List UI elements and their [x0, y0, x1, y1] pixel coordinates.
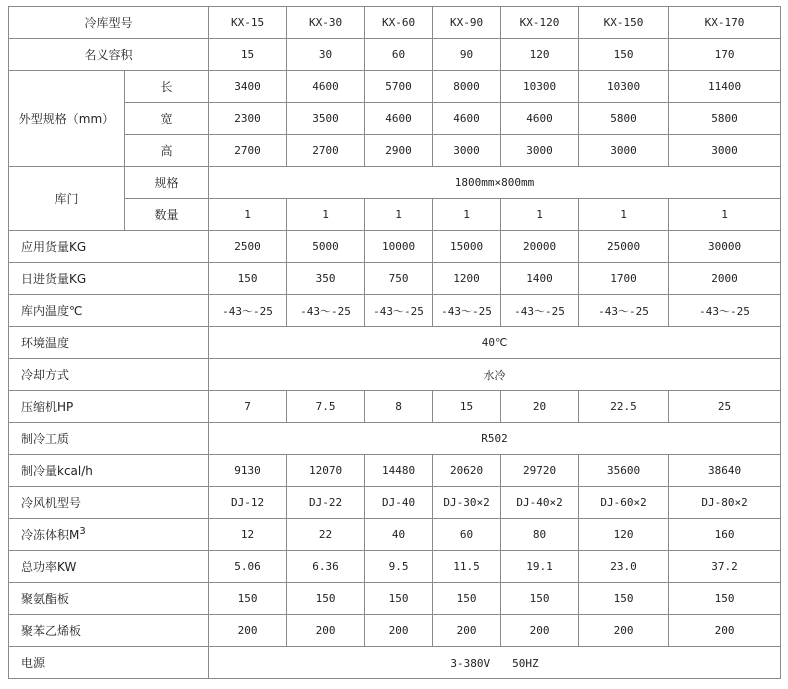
- row-ps-panel: [9, 615, 781, 647]
- width-cell: 4600: [501, 103, 579, 135]
- daily-intake-cell: 1700: [579, 263, 669, 295]
- door-count-cell: 1: [287, 199, 365, 231]
- freeze-volume-cell: 160: [669, 519, 781, 551]
- width-cell: 5800: [669, 103, 781, 135]
- label-height: 高: [125, 135, 209, 167]
- capacity-cell: 90: [433, 39, 501, 71]
- label-text: 冷却方式: [21, 368, 70, 382]
- width-cell: 5800: [579, 103, 669, 135]
- refrigerant-cell: R502: [209, 423, 781, 455]
- capacity-cell: 30: [287, 39, 365, 71]
- label-daily-intake: [9, 263, 209, 295]
- row-ambient-temp: [9, 327, 781, 359]
- pu-panel-cell: 150: [669, 583, 781, 615]
- width-cell: 3500: [287, 103, 365, 135]
- label-door-spec: 规格: [125, 167, 209, 199]
- total-power-cell: 23.0: [579, 551, 669, 583]
- height-cell: 3000: [579, 135, 669, 167]
- height-cell: 2700: [209, 135, 287, 167]
- width-cell: 2300: [209, 103, 287, 135]
- label-refrigerant: [9, 423, 209, 455]
- label-ambient-temp: [9, 327, 209, 359]
- cooling-capacity-cell: 14480: [365, 455, 433, 487]
- storage-load-cell: 10000: [365, 231, 433, 263]
- cooling-capacity-cell: 35600: [579, 455, 669, 487]
- pu-panel-cell: 150: [579, 583, 669, 615]
- ambient-temp-cell: 40℃: [209, 327, 781, 359]
- row-pu-panel: [9, 583, 781, 615]
- daily-intake-cell: 2000: [669, 263, 781, 295]
- door-count-cell: 1: [579, 199, 669, 231]
- label-dimensions: 外型规格（mm）: [9, 71, 125, 167]
- daily-intake-cell: 350: [287, 263, 365, 295]
- row-door-spec: [9, 167, 781, 199]
- capacity-cell: 60: [365, 39, 433, 71]
- cooling-capacity-cell: 20620: [433, 455, 501, 487]
- label-text: 制冷量kcal/h: [21, 464, 93, 478]
- label-pu-panel: [9, 583, 209, 615]
- label-freeze-volume: [9, 519, 209, 551]
- cooling-capacity-cell: 9130: [209, 455, 287, 487]
- label-superscript: 3: [79, 526, 86, 537]
- cooling-method-cell: 水冷: [209, 359, 781, 391]
- inner-temp-cell: -43～-25: [209, 295, 287, 327]
- model-cell: KX-150: [579, 7, 669, 39]
- total-power-cell: 5.06: [209, 551, 287, 583]
- daily-intake-cell: 150: [209, 263, 287, 295]
- height-cell: 3000: [501, 135, 579, 167]
- total-power-cell: 37.2: [669, 551, 781, 583]
- label-capacity: 名义容积: [9, 39, 209, 71]
- row-door-count: [9, 199, 781, 231]
- fan-model-cell: DJ-80×2: [669, 487, 781, 519]
- label-text: 制冷工质: [21, 432, 70, 446]
- pu-panel-cell: 150: [209, 583, 287, 615]
- storage-load-cell: 5000: [287, 231, 365, 263]
- length-cell: 10300: [501, 71, 579, 103]
- daily-intake-cell: 750: [365, 263, 433, 295]
- storage-load-cell: 30000: [669, 231, 781, 263]
- height-cell: 2900: [365, 135, 433, 167]
- ps-panel-cell: 200: [209, 615, 287, 647]
- label-text: 环境温度: [21, 336, 70, 350]
- compressor-cell: 15: [433, 391, 501, 423]
- row-power-supply: [9, 647, 781, 679]
- label-model: 冷库型号: [9, 7, 209, 39]
- inner-temp-cell: -43～-25: [287, 295, 365, 327]
- freeze-volume-cell: 80: [501, 519, 579, 551]
- power-supply-cell: 3-380V 50HZ: [209, 647, 781, 679]
- compressor-cell: 7.5: [287, 391, 365, 423]
- pu-panel-cell: 150: [433, 583, 501, 615]
- model-cell: KX-15: [209, 7, 287, 39]
- fan-model-cell: DJ-40×2: [501, 487, 579, 519]
- total-power-cell: 11.5: [433, 551, 501, 583]
- row-capacity: [9, 39, 781, 71]
- total-power-cell: 19.1: [501, 551, 579, 583]
- door-count-cell: 1: [209, 199, 287, 231]
- label-text: 库内温度℃: [21, 304, 83, 318]
- ps-panel-cell: 200: [365, 615, 433, 647]
- label-inner-temp: [9, 295, 209, 327]
- freeze-volume-cell: 120: [579, 519, 669, 551]
- row-length: [9, 71, 781, 103]
- capacity-cell: 150: [579, 39, 669, 71]
- fan-model-cell: DJ-30×2: [433, 487, 501, 519]
- label-text: 总功率KW: [21, 560, 77, 574]
- pu-panel-cell: 150: [287, 583, 365, 615]
- cooling-capacity-cell: 38640: [669, 455, 781, 487]
- compressor-cell: 25: [669, 391, 781, 423]
- inner-temp-cell: -43～-25: [579, 295, 669, 327]
- fan-model-cell: DJ-40: [365, 487, 433, 519]
- label-text: 电源: [21, 656, 46, 670]
- model-cell: KX-60: [365, 7, 433, 39]
- ps-panel-cell: 200: [669, 615, 781, 647]
- label-text: 聚氨酯板: [21, 592, 70, 606]
- length-cell: 8000: [433, 71, 501, 103]
- row-height: [9, 135, 781, 167]
- label-storage-load: [9, 231, 209, 263]
- compressor-cell: 20: [501, 391, 579, 423]
- label-text: 应用货量KG: [21, 240, 87, 254]
- daily-intake-cell: 1400: [501, 263, 579, 295]
- fan-model-cell: DJ-22: [287, 487, 365, 519]
- row-cooling-capacity: [9, 455, 781, 487]
- label-total-power: [9, 551, 209, 583]
- row-storage-load: [9, 231, 781, 263]
- model-cell: KX-170: [669, 7, 781, 39]
- label-cooling-capacity: [9, 455, 209, 487]
- capacity-cell: 170: [669, 39, 781, 71]
- length-cell: 4600: [287, 71, 365, 103]
- model-cell: KX-90: [433, 7, 501, 39]
- label-power-supply: [9, 647, 209, 679]
- length-cell: 3400: [209, 71, 287, 103]
- label-text: 日进货量KG: [21, 272, 87, 286]
- ps-panel-cell: 200: [579, 615, 669, 647]
- row-freeze-volume: [9, 519, 781, 551]
- row-total-power: [9, 551, 781, 583]
- freeze-volume-cell: 22: [287, 519, 365, 551]
- compressor-cell: 8: [365, 391, 433, 423]
- cooling-capacity-cell: 29720: [501, 455, 579, 487]
- cooling-capacity-cell: 12070: [287, 455, 365, 487]
- capacity-cell: 120: [501, 39, 579, 71]
- label-ps-panel: [9, 615, 209, 647]
- length-cell: 10300: [579, 71, 669, 103]
- row-cooling-method: [9, 359, 781, 391]
- width-cell: 4600: [365, 103, 433, 135]
- capacity-cell: 15: [209, 39, 287, 71]
- label-cooling-method: [9, 359, 209, 391]
- freeze-volume-cell: 60: [433, 519, 501, 551]
- inner-temp-cell: -43～-25: [669, 295, 781, 327]
- pu-panel-cell: 150: [365, 583, 433, 615]
- label-text: 冷冻体积M: [21, 528, 80, 542]
- inner-temp-cell: -43～-25: [433, 295, 501, 327]
- pu-panel-cell: 150: [501, 583, 579, 615]
- row-daily-intake: [9, 263, 781, 295]
- model-cell: KX-30: [287, 7, 365, 39]
- door-count-cell: 1: [501, 199, 579, 231]
- length-cell: 11400: [669, 71, 781, 103]
- inner-temp-cell: -43～-25: [501, 295, 579, 327]
- row-inner-temp: [9, 295, 781, 327]
- total-power-cell: 9.5: [365, 551, 433, 583]
- height-cell: 3000: [433, 135, 501, 167]
- storage-load-cell: 2500: [209, 231, 287, 263]
- label-length: 长: [125, 71, 209, 103]
- height-cell: 2700: [287, 135, 365, 167]
- label-compressor: [9, 391, 209, 423]
- door-spec-cell: 1800mm×800mm: [209, 167, 781, 199]
- ps-panel-cell: 200: [287, 615, 365, 647]
- label-fan-model: [9, 487, 209, 519]
- storage-load-cell: 20000: [501, 231, 579, 263]
- compressor-cell: 22.5: [579, 391, 669, 423]
- storage-load-cell: 15000: [433, 231, 501, 263]
- height-cell: 3000: [669, 135, 781, 167]
- inner-temp-cell: -43～-25: [365, 295, 433, 327]
- compressor-cell: 7: [209, 391, 287, 423]
- label-text: 聚苯乙烯板: [21, 624, 82, 638]
- fan-model-cell: DJ-60×2: [579, 487, 669, 519]
- total-power-cell: 6.36: [287, 551, 365, 583]
- fan-model-cell: DJ-12: [209, 487, 287, 519]
- row-model: [9, 7, 781, 39]
- label-door: 库门: [9, 167, 125, 231]
- cold-storage-spec-table: [8, 6, 781, 679]
- label-text: 冷风机型号: [21, 496, 82, 510]
- model-cell: KX-120: [501, 7, 579, 39]
- label-width: 宽: [125, 103, 209, 135]
- label-text: 压缩机HP: [21, 400, 74, 414]
- door-count-cell: 1: [669, 199, 781, 231]
- row-fan-model: [9, 487, 781, 519]
- storage-load-cell: 25000: [579, 231, 669, 263]
- freeze-volume-cell: 40: [365, 519, 433, 551]
- door-count-cell: 1: [433, 199, 501, 231]
- ps-panel-cell: 200: [433, 615, 501, 647]
- width-cell: 4600: [433, 103, 501, 135]
- daily-intake-cell: 1200: [433, 263, 501, 295]
- row-refrigerant: [9, 423, 781, 455]
- length-cell: 5700: [365, 71, 433, 103]
- row-width: [9, 103, 781, 135]
- door-count-cell: 1: [365, 199, 433, 231]
- row-compressor: [9, 391, 781, 423]
- ps-panel-cell: 200: [501, 615, 579, 647]
- label-door-count: 数量: [125, 199, 209, 231]
- freeze-volume-cell: 12: [209, 519, 287, 551]
